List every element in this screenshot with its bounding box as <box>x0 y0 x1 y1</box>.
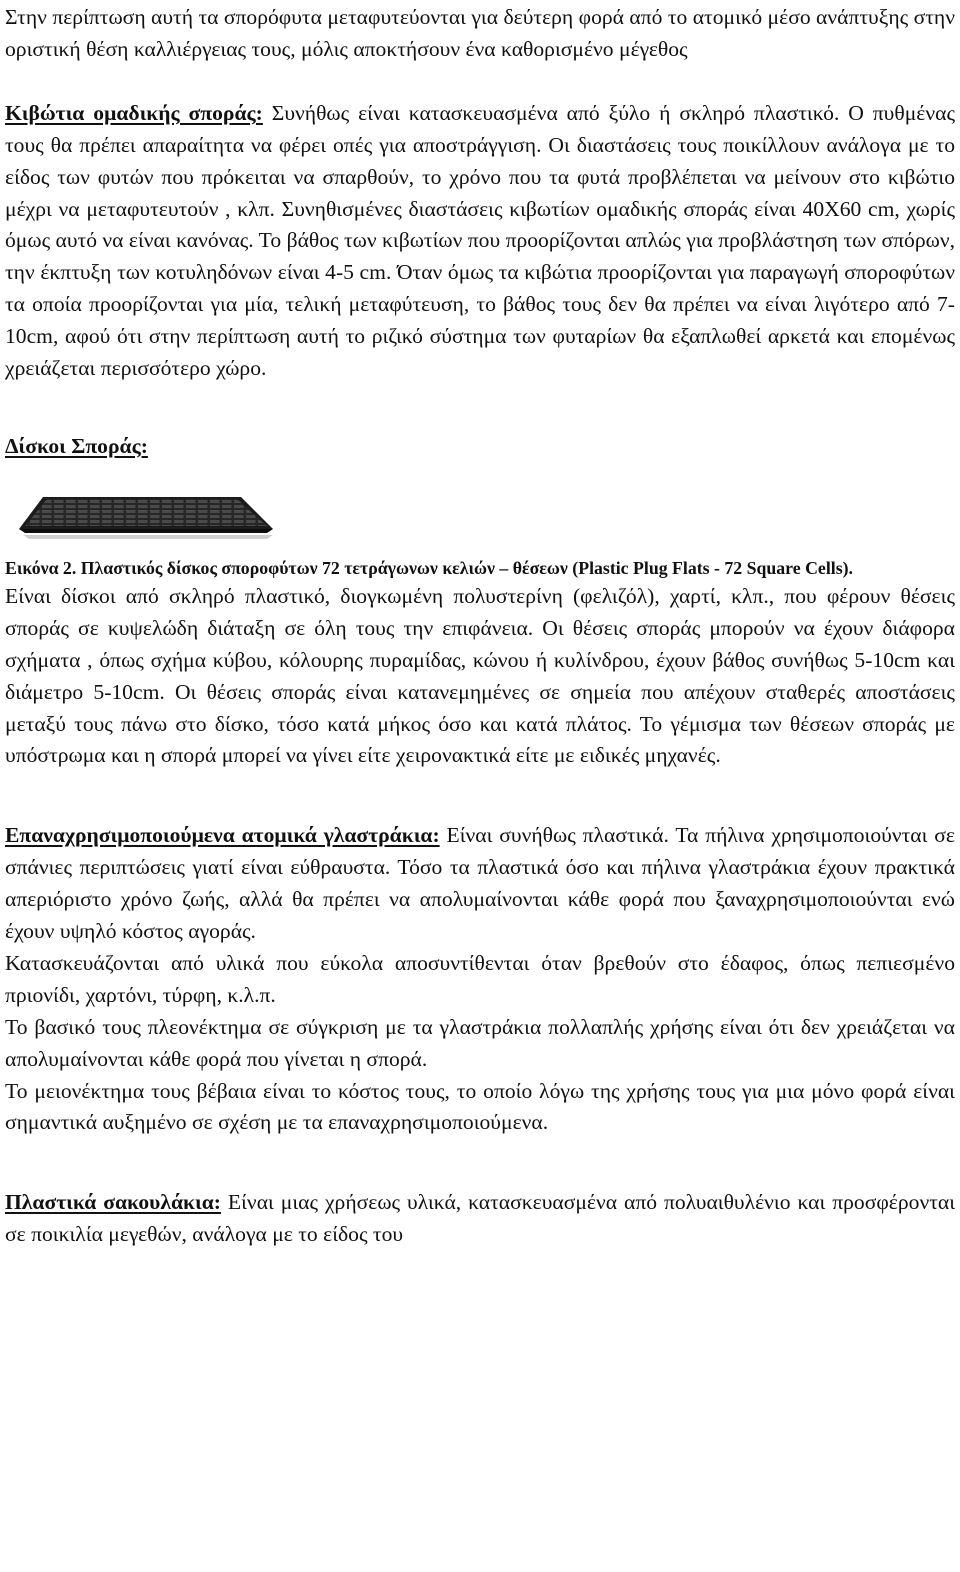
spacer <box>5 66 955 98</box>
spacer <box>5 417 955 431</box>
tray-rim <box>19 529 273 533</box>
spacer <box>5 463 955 479</box>
spacer <box>5 1139 955 1187</box>
paragraph-group-seeding-boxes-text: Συνήθως είναι κατασκευασμένα από ξύλο ή σκληρό πλαστικό. Ο πυθμένας τους θα πρέπει απαραίτητα να φέρει οπές για αποστράγγιση. Οι διαστάσεις τους ποικίλλουν ανάλογα με το είδος των φυτών που πρόκειται να σπαρθούν, το χρόνο που τα φυτά προβλέπεται να μείνουν στο κιβώτιο μέχρι να μεταφυτευτούν , κλπ. Συνηθισμένες διαστάσεις κιβωτίων ομαδικής σποράς είναι 40Χ60 cm, χωρίς όμως αυτό να είναι κανόνας. Το βάθος των κιβωτίων που προορίζονται απλώς για προβλάστηση των σπόρων, την έκπτυξη των κοτυληδόνων είναι 4-5 cm. Όταν όμως τα κιβώτια προορίζονται για παραγωγή σποροφύτων τα οποία προορίζονται για μία, τελική μεταφύτευση, το βάθος τους δεν θα πρέπει να είναι λιγότερο από 7-10cm, αφού ότι στην περίπτωση αυτή το ριζικό σύστημα των φυταρίων θα εξαπλωθεί αρκετά και επομένως χρειάζεται περισσότερο χώρο. <box>5 100 955 381</box>
paragraph-disadvantage <box>5 1076 955 1140</box>
term-group-seeding-boxes: Κιβώτια ομαδικής σποράς: <box>5 100 263 125</box>
spacer <box>5 772 955 820</box>
paragraph-advantage <box>5 1012 955 1076</box>
paragraph-reusable-pots-text: Είναι συνήθως πλαστικά. Τα πήλινα χρησιμοποιούνται σε σπάνιες περιπτώσεις γιατί είναι εύθραυστα. Τόσο τα πλαστικά όσο και πήλινα γλαστράκια έχουν πρακτικά απεριόριστο χρόνο ζωής, αλλά θα πρέπει να απολυμαίνονται κάθε φορά που ξαναχρησιμοποιούνται ενώ έχουν υψηλό κόστος αγοράς. <box>5 823 955 944</box>
paragraph-biodegradable-materials-text: Κατασκευάζονται από υλικά που εύκολα αποσυντίθενται όταν βρεθούν στο έδαφος, όπως πεπιεσμένο πριονίδι, χαρτόνι, τύρφη, κ.λ.π. <box>5 950 955 1007</box>
paragraph-disadvantage-text: Το μειονέκτημα τους βέβαια είναι το κόστος τους, το οποίο λόγω της χρήσης τους για μια μόνο φορά είναι σημαντικά αυξημένο σε σχέση με τα επαναχρησιμοποιούμενα. <box>5 1078 955 1135</box>
spacer <box>5 385 955 417</box>
plug-tray-image <box>5 479 285 541</box>
term-reusable-pots: Επαναχρησιμοποιούμενα ατομικά γλαστράκια: <box>5 823 440 848</box>
paragraph-plastic-bags <box>5 1187 955 1251</box>
paragraph-reusable-pots <box>5 820 955 948</box>
figure-caption: Εικόνα 2. Πλαστικός δίσκος σποροφύτων 72 τετράγωνων κελιών – θέσεων (Plastic Plug Flats - 72 Square Cells). <box>5 557 853 578</box>
paragraph-transplanting-text: Στην περίπτωση αυτή τα σπορόφυτα μεταφυτεύονται για δεύτερη φορά από το ατομικό μέσο ανάπτυξης στην οριστική θέση καλλιέργειας τους, μόλις αποκτήσουν ένα καθορισμένο μέγεθος <box>5 5 955 61</box>
section-heading-seed-trays: Δίσκοι Σποράς: <box>5 433 148 458</box>
paragraph-seed-trays-text: Είναι δίσκοι από σκληρό πλαστικό, διογκωμένη πολυστερίνη (φελιζόλ), χαρτί, κλπ., που φέρουν θέσεις σποράς σε κυψελώδη διάταξη σε όλη τους την επιφάνεια. Οι θέσεις σποράς μπορούν να έχουν διάφορα σχήματα , όπως σχήμα κύβου, κόλουρης πυραμίδας, κώνου ή κυλίνδρου, έχουν βάθος συνήθως 5-10cm και διάμετρο 5-10cm. Οι θέσεις σποράς είναι κατανεμημένες σε σημεία που απέχουν σταθερές αποστάσεις μεταξύ τους πάνω στο δίσκο, τόσο κατά μήκος όσο και κατά πλάτος. Το γέμισμα των θέσεων σποράς με υπόστρωμα και η σπορά μπορεί να γίνει είτε χειρονακτικά είτε με ειδικές μηχανές. <box>5 583 955 768</box>
tray-cells <box>25 499 267 526</box>
paragraph-transplanting <box>5 2 955 66</box>
paragraph-advantage-text: Το βασικό τους πλεονέκτημα σε σύγκριση με τα γλαστράκια πολλαπλής χρήσης είναι ότι δεν χρειάζεται να απολυμαίνονται κάθε φορά που γίνεται η σπορά. <box>5 1014 955 1071</box>
paragraph-group-seeding-boxes <box>5 98 955 385</box>
tray-shadow <box>23 535 273 539</box>
spacer <box>5 541 955 555</box>
paragraph-biodegradable-materials <box>5 948 955 1012</box>
document-page <box>5 0 955 1251</box>
term-plastic-bags: Πλαστικά σακουλάκια: <box>5 1190 221 1215</box>
paragraph-seed-trays <box>5 581 955 772</box>
figure-plug-tray <box>5 479 955 541</box>
paragraph-plastic-bags-text: Είναι μιας χρήσεως υλικά, κατασκευασμένα από πολυαιθυλένιο και προσφέρονται σε ποικιλία μεγεθών, ανάλογα με το είδος του <box>5 1190 956 1247</box>
